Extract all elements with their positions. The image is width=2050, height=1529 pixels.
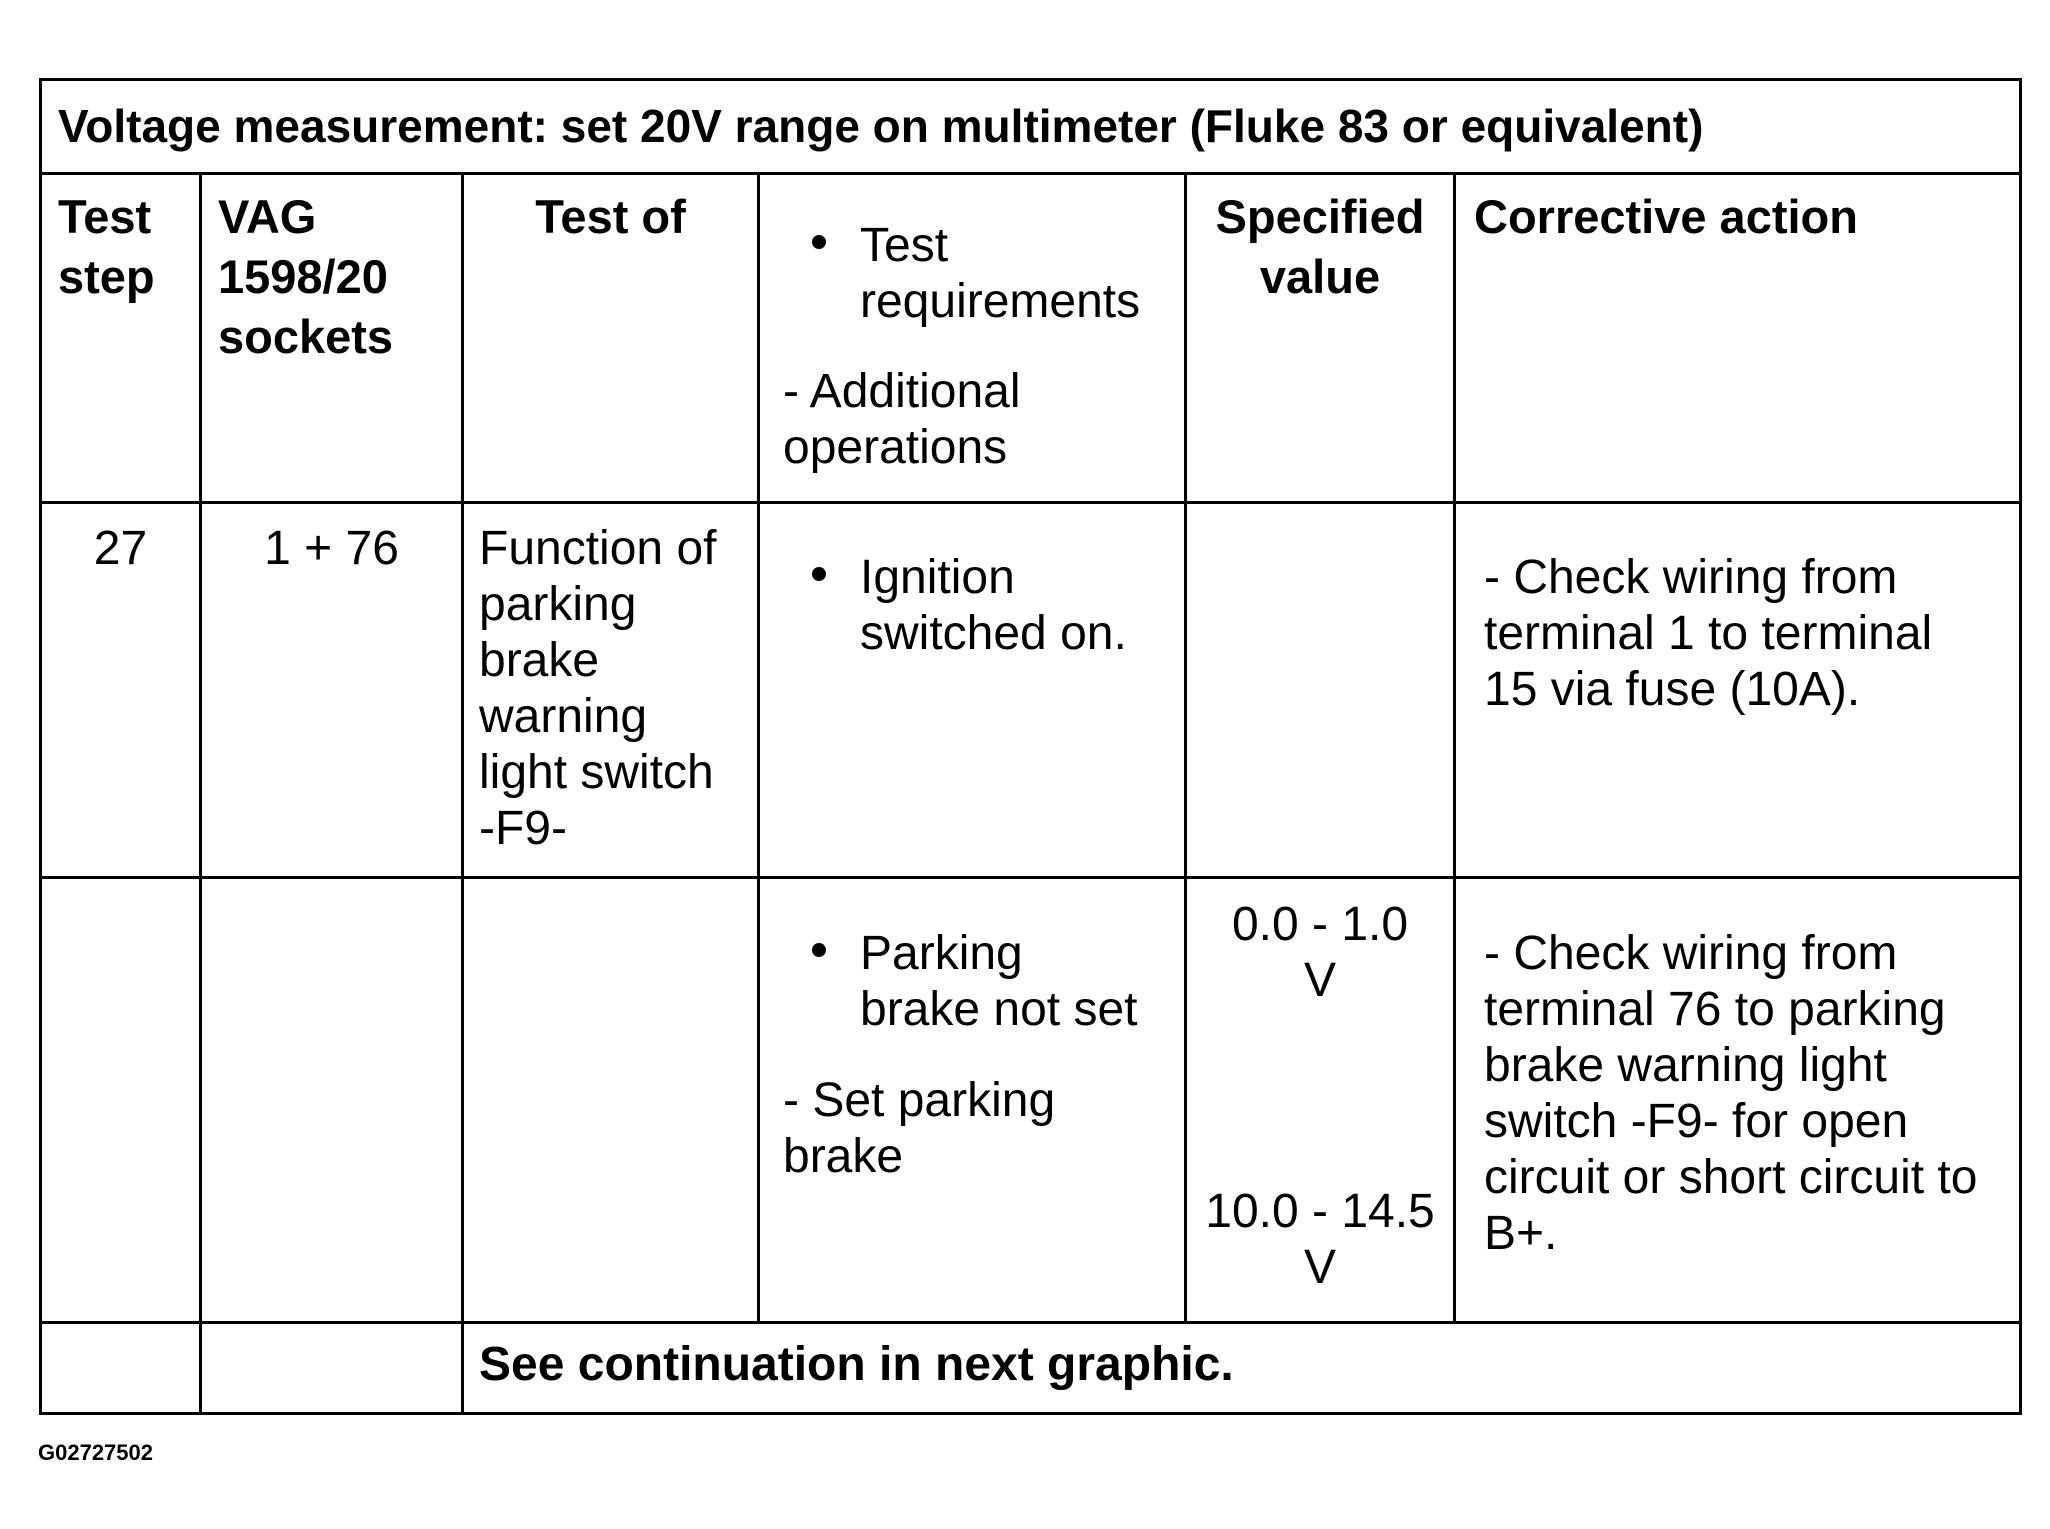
rule-row2	[42, 1321, 2019, 1324]
test-table	[39, 78, 2022, 1415]
header-corrective-action: Corrective action	[1474, 190, 1858, 243]
rule-row1	[42, 876, 2019, 879]
header-test-of: Test of	[535, 190, 686, 243]
row1-bullet	[812, 567, 826, 581]
col-rule-5	[1453, 172, 1456, 1321]
row2-bullet	[812, 943, 826, 957]
rule-title	[42, 172, 2019, 175]
row1-test-of: Function of parking brake warning light switch -F9-	[479, 522, 717, 855]
col-rule-4	[1184, 172, 1187, 1321]
header-test-requirements: Test requirements	[860, 219, 1141, 328]
header-bullet	[812, 235, 826, 249]
col-rule-3	[757, 172, 760, 1321]
rule-header	[42, 501, 2019, 504]
header-additional-operations: - Additional operations	[783, 365, 1021, 474]
header-test-step: Test step	[58, 190, 155, 303]
col-rule-1	[199, 172, 202, 1412]
row1-corrective-action: - Check wiring from terminal 1 to terminal 15 via fuse (10A).	[1484, 551, 1933, 716]
row1-test-step: 27	[93, 522, 148, 575]
header-sockets: VAG 1598/20 sockets	[218, 190, 394, 363]
row2-additional-operation: - Set parking brake	[783, 1074, 1056, 1183]
row1-requirement: Ignition switched on.	[860, 551, 1127, 660]
graphic-code: G02727502	[38, 1440, 153, 1465]
table-title: Voltage measurement: set 20V range on multimeter (Fluke 83 or equivalent)	[58, 100, 1704, 152]
row2-corrective-action: - Check wiring from terminal 76 to parking brake warning light switch -F9- for open circuit or short circuit to B+.	[1484, 927, 1978, 1260]
row2-requirement: Parking brake not set	[860, 927, 1138, 1036]
col-rule-2	[461, 172, 464, 1412]
row2-specified-value-2: 10.0 - 14.5 V	[1205, 1185, 1435, 1294]
row1-sockets: 1 + 76	[264, 522, 399, 575]
row2-specified-value-1: 0.0 - 1.0 V	[1231, 898, 1409, 1007]
header-specified-value: Specified value	[1215, 190, 1425, 303]
continuation-note: See continuation in next graphic.	[479, 1338, 1234, 1391]
